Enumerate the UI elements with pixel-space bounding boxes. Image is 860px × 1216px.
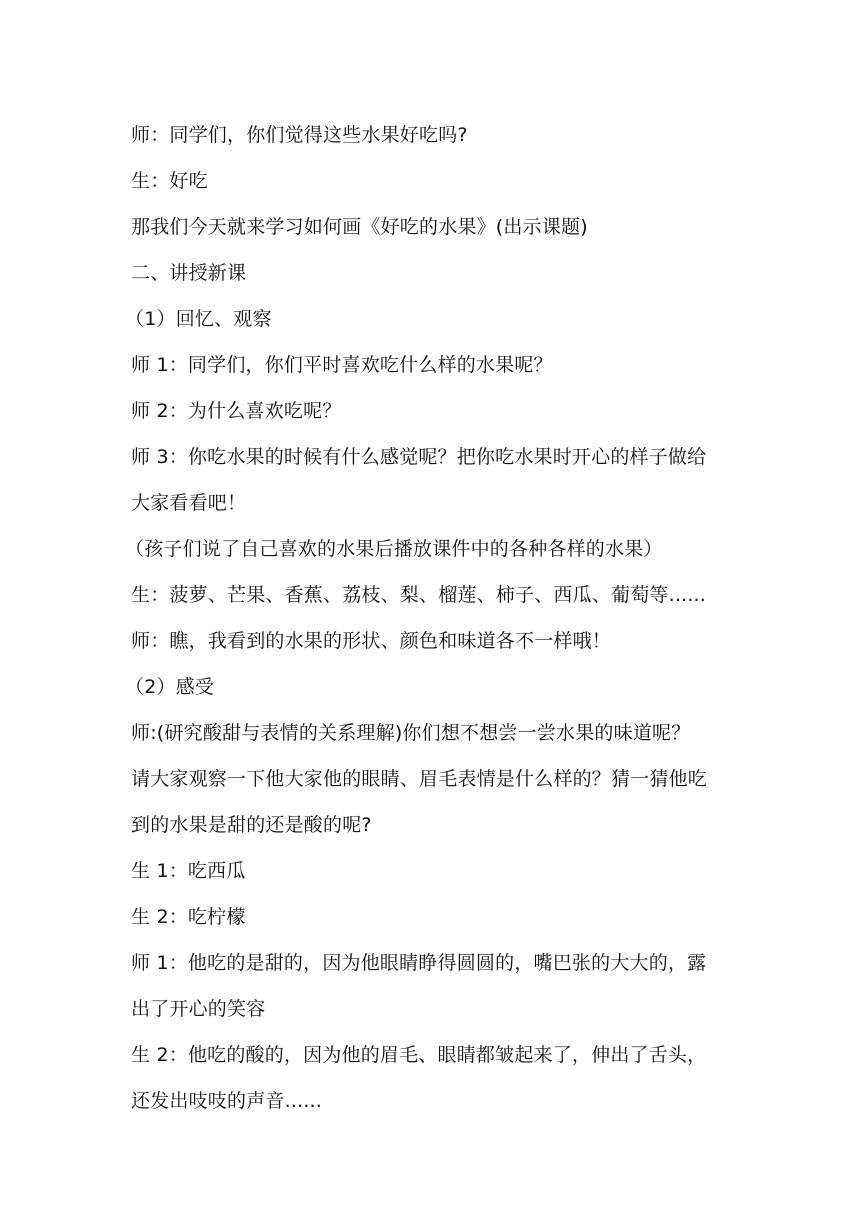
text-line: 大家看看吧！ [131,492,247,514]
section-heading: 二、讲授新课 [131,262,247,284]
text-line: 师 1：同学们，你们平时喜欢吃什么样的水果呢？ [131,354,553,376]
text-line: 生 1：吃西瓜 [131,860,246,882]
text-line: 生：菠萝、芒果、香蕉、荔枝、梨、榴莲、柿子、西瓜、葡萄等...... [131,584,707,606]
text-line: 请大家观察一下他大家他的眼睛、眉毛表情是什么样的？猜一猜他吃 [131,768,708,790]
subsection-heading: （2）感受 [125,676,215,698]
text-line: 那我们今天就来学习如何画《好吃的水果》(出示课题) [131,216,588,238]
text-line: 师：同学们，你们觉得这些水果好吃吗? [131,124,468,146]
text-line: 师 2：为什么喜欢吃呢？ [131,400,342,422]
text-line: 师:(研究酸甜与表情的关系理解)你们想不想尝一尝水果的味道呢？ [131,722,691,744]
document-body [125,112,731,1124]
text-line: 生 2：他吃的酸的，因为他的眉毛、眼睛都皱起来了，伸出了舌头， [131,1044,707,1066]
text-line: 师：瞧，我看到的水果的形状、颜色和味道各不一样哦！ [131,630,612,652]
text-line: （孩子们说了自己喜欢的水果后播放课件中的各种各样的水果） [125,538,663,560]
text-line: 到的水果是甜的还是酸的呢? [131,814,372,836]
text-line: 师 1：他吃的是甜的，因为他眼睛睁得圆圆的，嘴巴张的大大的，露 [131,952,707,974]
text-line: 生：好吃 [131,170,208,192]
subsection-heading: （1）回忆、观察 [125,308,272,330]
text-line: 还发出吱吱的声音...... [131,1090,323,1112]
text-line: 师 3：你吃水果的时候有什么感觉呢？把你吃水果时开心的样子做给 [131,446,707,468]
text-line: 出了开心的笑容 [131,998,266,1020]
text-line: 生 2：吃柠檬 [131,906,246,928]
